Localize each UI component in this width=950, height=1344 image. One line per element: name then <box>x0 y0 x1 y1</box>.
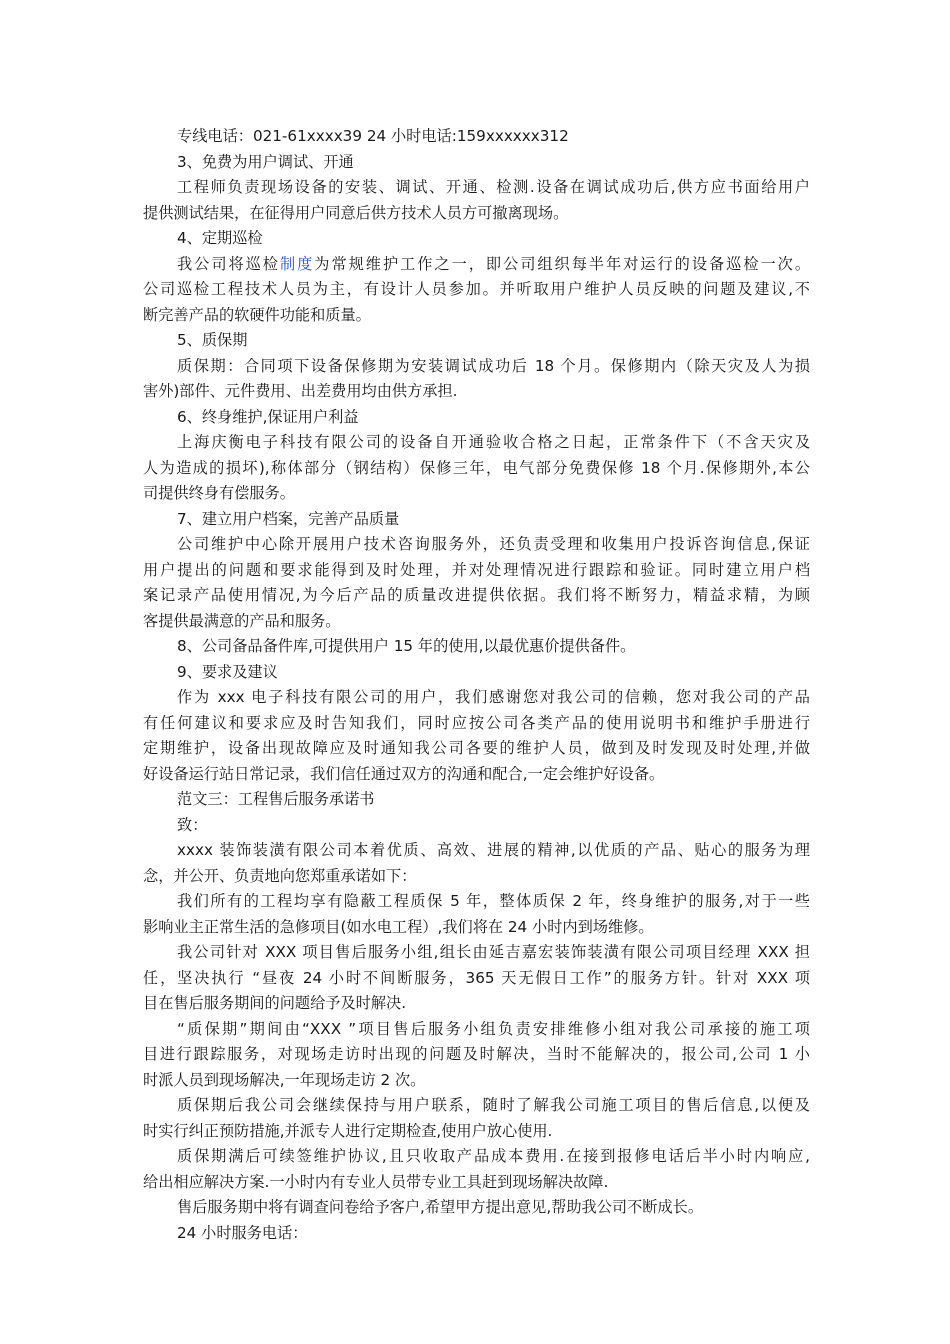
text-segment: 我公司将巡检 <box>177 254 280 273</box>
text-line: 司提供终身有偿服务。 <box>143 484 295 502</box>
text-line: 任，坚决执行 “昼夜 24 小时不间断服务，365 天无假日工作”的服务方针。针对 XXX 项 <box>143 968 810 987</box>
text-line: 公司巡检工程技术人员为主，有设计人员参加。并听取用户维护人员反映的问题及建议,不 <box>143 280 810 298</box>
text-line: 9、要求及建议 <box>177 662 278 681</box>
text-line: 6、终身维护,保证用户利益 <box>177 407 359 426</box>
text-line: 公司维护中心除开展用户技术咨询服务外，还负责受理和收集用户投诉咨询信息,保证 <box>177 535 810 553</box>
text-line: 影响业主正常生活的急修项目(如水电工程）,我们将在 24 小时内到场维修。 <box>143 917 654 936</box>
text-line <box>143 252 810 278</box>
text-line: 目进行跟踪服务，对现场走访时出现的问题及时解决，当时不能解决的，报公司,公司 1 小 <box>143 1045 810 1063</box>
text-line: 我公司针对 XXX 项目售后服务小组,组长由延吉嘉宏装饰装潢有限公司项目经理 XXX 担 <box>177 943 810 961</box>
text-line: 工程师负责现场设备的安装、调试、开通、检测.设备在调试成功后,供方应书面给用户 <box>177 178 810 196</box>
text-segment: 为常规维护工作之一，即公司组织每半年对运行的设备巡检一次。 <box>314 254 811 273</box>
text-line: 作为 xxx 电子科技有限公司的用户，我们感谢您对我公司的信赖，您对我公司的产品 <box>177 688 810 706</box>
text-line: 4、定期巡检 <box>177 229 263 247</box>
hyperlink[interactable]: 制度 <box>279 254 315 273</box>
text-line: 专线电话：021-61xxxx39 24 小时电话:159xxxxxx312 <box>177 127 569 145</box>
text-line: 我们所有的工程均享有隐蔽工程质保 5 年，整体质保 2 年，终身维护的服务,对于一些 <box>177 892 810 910</box>
text-line: 给出相应解决方案.一小时内有专业人员带专业工具赶到现场解决故障. <box>143 1172 609 1191</box>
text-line: 致： <box>177 815 208 834</box>
text-line: 范文三：工程售后服务承诺书 <box>177 790 375 808</box>
text-line: 24 小时服务电话： <box>177 1223 308 1242</box>
text-line: 7、建立用户档案，完善产品质量 <box>177 509 400 528</box>
text-line: 有任何建议和要求应及时告知我们，同时应按公司各类产品的使用说明书和维护手册进行 <box>143 713 810 732</box>
document-body <box>143 124 810 1246</box>
text-line: 提供测试结果，在征得用户同意后供方技术人员方可撤离现场。 <box>143 203 569 222</box>
text-line: 念，并公开、负责地向您郑重承诺如下： <box>143 866 417 885</box>
text-line: 质保期满后可续签维护协议,且只收取产品成本费用.在接到报修电话后半小时内响应, <box>177 1147 810 1165</box>
text-line: 用户提出的问题和要求能得到及时处理，并对处理情况进行跟踪和验证。同时建立用户档 <box>143 560 810 579</box>
text-line: 5、质保期 <box>177 331 248 349</box>
text-line: 时派人员到现场解决,一年现场走访 2 次。 <box>143 1070 426 1089</box>
text-line: 售后服务期中将有调查问卷给予客户,希望甲方提出意见,帮助我公司不断成长。 <box>177 1198 704 1216</box>
text-line: 害外)部件、元件费用、出差费用均由供方承担. <box>143 382 458 400</box>
text-line: 案记录产品使用情况,为今后产品的质量改进提供依据。我们将不断努力，精益求精，为顾 <box>143 586 810 604</box>
text-line: 上海庆衡电子科技有限公司的设备自开通验收合格之日起，正常条件下（不含天灾及 <box>177 433 810 451</box>
text-line: “质保期”期间由“XXX ”项目售后服务小组负责安排维修小组对我公司承接的施工项 <box>177 1019 810 1038</box>
text-line: 断完善产品的软硬件功能和质量。 <box>143 305 371 324</box>
text-line: 好设备运行站日常记录，我们信任通过双方的沟通和配合,一定会维护好设备。 <box>143 764 665 783</box>
text-line: xxxx 装饰装潢有限公司本着优质、高效、进展的精神,以优质的产品、贴心的服务为理 <box>177 841 810 859</box>
text-line: 人为造成的损坏),称体部分（钢结构）保修三年，电气部分免费保修 18 个月.保修期外,本公 <box>143 458 810 477</box>
text-line: 定期维护，设备出现故障应及时通知我公司各要的维护人员，做到及时发现及时处理,并做 <box>143 739 810 757</box>
text-line: 3、免费为用户调试、开通 <box>177 152 354 171</box>
text-line: 时实行纠正预防措施,并派专人进行定期检查,使用户放心使用. <box>143 1121 553 1140</box>
text-line: 8、公司备品备件库,可提供用户 15 年的使用,以最优惠价提供备件。 <box>177 637 636 655</box>
text-line: 质保期：合同项下设备保修期为安装调试成功后 18 个月。保修期内（除天灾及人为损 <box>177 356 810 375</box>
text-line: 客提供最满意的产品和服务。 <box>143 611 341 630</box>
text-line: 质保期后我公司会继续保持与用户联系，随时了解我公司施工项目的售后信息,以便及 <box>177 1096 810 1114</box>
text-line: 目在售后服务期间的问题给予及时解决. <box>143 994 407 1012</box>
